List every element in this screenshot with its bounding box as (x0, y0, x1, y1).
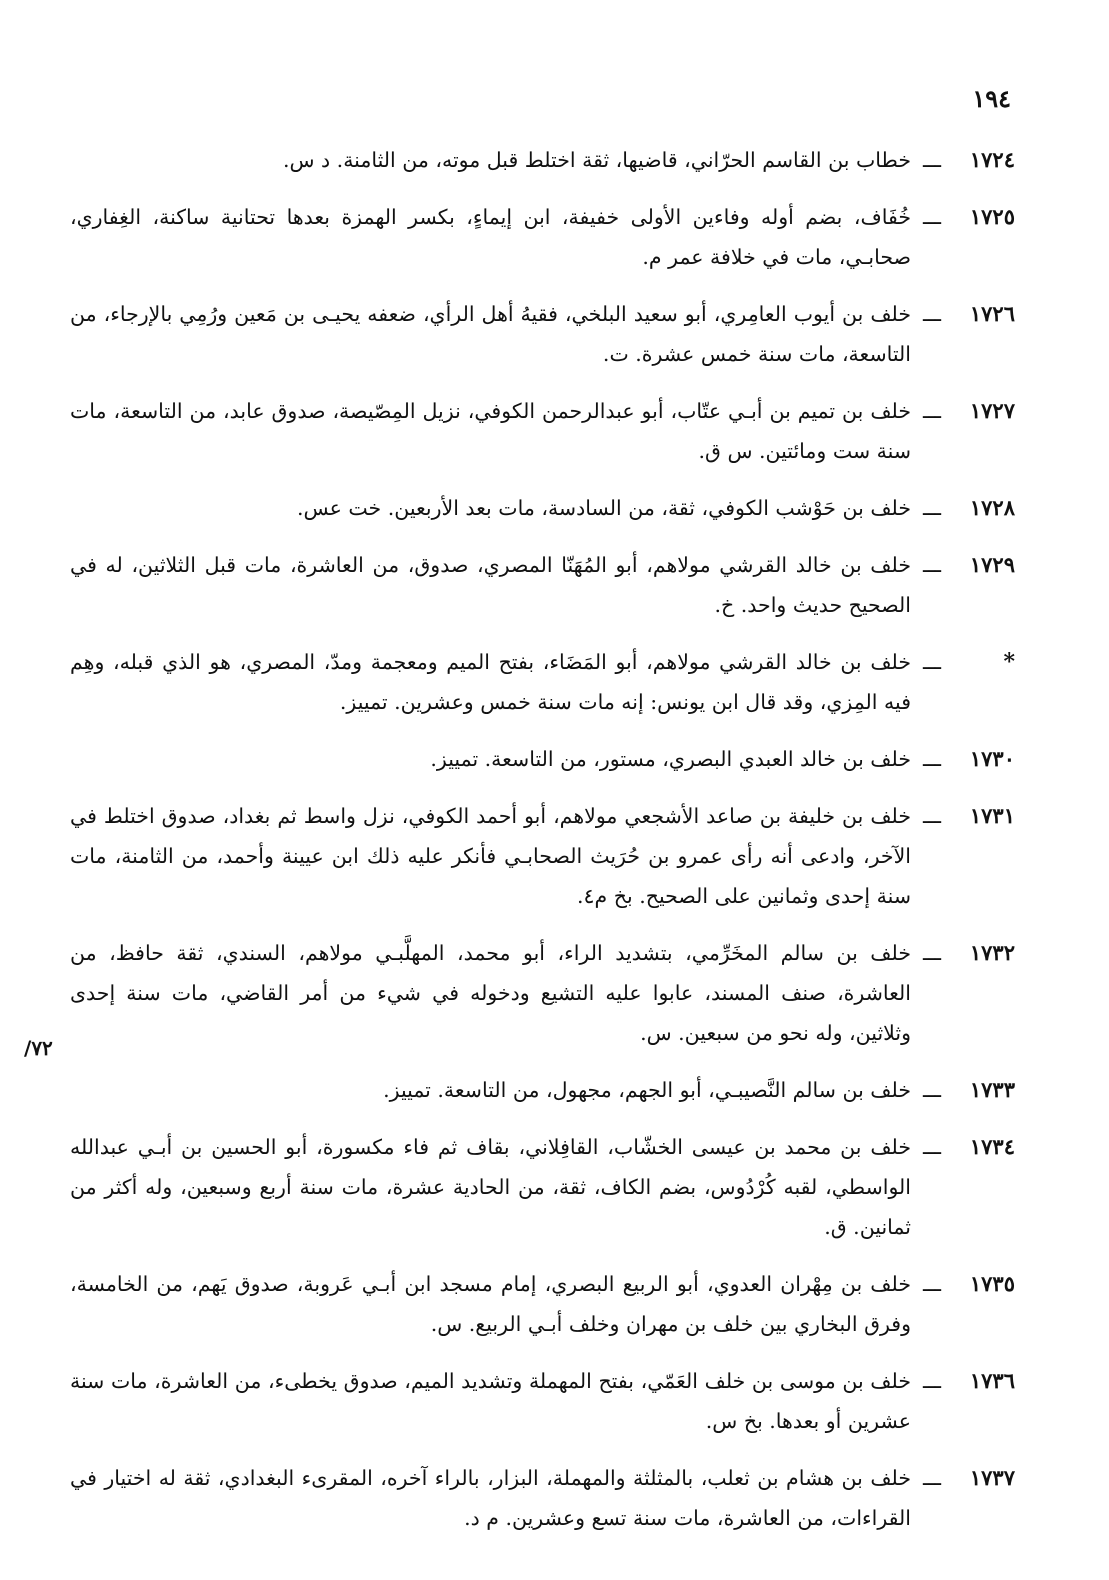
entry-dash: ـــ (922, 399, 941, 423)
entry-dash: ـــ (922, 1272, 941, 1296)
entry (70, 739, 1015, 779)
entry-text: خلف بن خالد العبدي البصري، مستور، من التاسعة. تمييز. (430, 747, 911, 771)
entry-dash: ـــ (922, 650, 941, 674)
entry-number: ١٧٣٤ (969, 1134, 1015, 1159)
entry-text: خلف بن خالد القرشي مولاهم، أبو المُهَنّا المصري، صدوق، من العاشرة، مات قبل الثلاثين، له في الصحيح حديث واحد. خ. (70, 553, 911, 617)
entry-text: خلف بن هشام بن ثعلب، بالمثلثة والمهملة، البزار، بالراء آخره، المقرىء البغدادي، ثقة له اختيار في القراءات، من العاشرة، مات سنة تسع وعشرين. م د. (70, 1466, 911, 1530)
entry-number: ١٧٣٦ (969, 1368, 1015, 1393)
entry-dash: ـــ (922, 1135, 941, 1159)
entry-text: خلف بن خالد القرشي مولاهم، أبو المَضَاء، بفتح الميم ومعجمة ومدّ، المصري، هو الذي قبله، وهِم فيه المِزي، وقد قال ابن يونس: إنه مات سنة خمس وعشرين. تمييز. (70, 650, 911, 714)
entry-number: ١٧٢٨ (969, 495, 1015, 520)
entry-number: ١٧٢٥ (969, 204, 1015, 229)
entry-number: ١٧٢٩ (969, 552, 1015, 577)
entry-text: خلف بن حَوْشب الكوفي، ثقة، من السادسة، مات بعد الأربعين. خت عس. (296, 496, 911, 520)
entry-dash: ـــ (922, 148, 941, 172)
entry-text: خطاب بن القاسم الحرّاني، قاضيها، ثقة اختلط قبل موته، من الثامنة. د س. (282, 148, 911, 172)
entry-number: ١٧٣٢ (969, 940, 1015, 965)
entry (70, 1361, 1015, 1441)
entry-number: ١٧٢٧ (969, 398, 1015, 423)
margin-note: ٧٢/ (24, 1036, 53, 1060)
entry (70, 391, 1015, 471)
entry (70, 1127, 1015, 1247)
entry-dash: ـــ (922, 1369, 941, 1393)
entry-number: ١٧٣٠ (969, 746, 1015, 771)
entry (70, 642, 1015, 722)
entry-number: ١٧٢٤ (969, 147, 1015, 172)
entry (70, 294, 1015, 374)
entry-dash: ـــ (922, 804, 941, 828)
entry-number: ١٧٣٥ (969, 1271, 1015, 1296)
entry-list (70, 140, 1015, 1555)
entry (70, 1458, 1015, 1538)
entry (70, 488, 1015, 528)
entry-star-marker: * (1003, 649, 1015, 675)
entry-number: ١٧٣١ (969, 803, 1015, 828)
entry-text: خلف بن سالم النَّصيبـي، أبو الجهم، مجهول، من التاسعة. تمييز. (383, 1078, 911, 1102)
entry-dash: ـــ (922, 747, 941, 771)
entry-number: ١٧٣٣ (969, 1077, 1015, 1102)
entry-text: خلف بن أيوب العامِري، أبو سعيد البلخي، فقيهُ أهل الرأي، ضعفه يحيـى بن مَعين ورُمِي بالإرجاء، من التاسعة، مات سنة خمس عشرة. ت. (70, 302, 911, 366)
entry-dash: ـــ (922, 1466, 941, 1490)
entry-text: خُفَاف، بضم أوله وفاءين الأولى خفيفة، ابن إيماءٍ، بكسر الهمزة بعدها تحتانية ساكنة، الغِفاري، صحابـي، مات في خلافة عمر م. (70, 205, 911, 269)
entry (70, 140, 1015, 180)
entry-dash: ـــ (922, 553, 941, 577)
entry-dash: ـــ (922, 941, 941, 965)
entry-text: خلف بن مِهْران العدوي، أبو الربيع البصري، إمام مسجد ابن أبـي عَروبة، صدوق يَهم، من الخامسة، وفرق البخاري بين خلف بن مهران وخلف أبـي الربيع. س. (70, 1272, 911, 1336)
entry-number: ١٧٣٧ (969, 1465, 1015, 1490)
entry-text: خلف بن تميم بن أبـي عتّاب، أبو عبدالرحمن الكوفي، نزيل المِصّيصة، صدوق عابد، من التاسعة، مات سنة ست ومائتين. س ق. (70, 399, 911, 463)
entry-dash: ـــ (922, 496, 941, 520)
entry (70, 1070, 1015, 1110)
entry (70, 933, 1015, 1053)
entry-text: خلف بن سالم المخَرِّمي، بتشديد الراء، أبو محمد، المهلَّبـي مولاهم، السندي، ثقة حافظ، من العاشرة، صنف المسند، عابوا عليه التشيع ودخوله في شيء من أمر القاضي، مات سنة إحدى وثلاثين، وله نحو من سبعين. س. (70, 941, 911, 1045)
entry (70, 796, 1015, 916)
entry-dash: ـــ (922, 205, 941, 229)
entry-dash: ـــ (922, 1078, 941, 1102)
entry (70, 197, 1015, 277)
entry-text: خلف بن خليفة بن صاعد الأشجعي مولاهم، أبو أحمد الكوفي، نزل واسط ثم بغداد، صدوق اختلط في الآخر، وادعى أنه رأى عمرو بن حُرَيث الصحابـي فأنكر عليه ذلك ابن عيينة وأحمد، من الثامنة، مات سنة إحدى وثمانين على الصحيح. بخ م٤. (70, 804, 911, 908)
entry-text: خلف بن محمد بن عيسى الخشّاب، القافِلاني، بقاف ثم فاء مكسورة، أبو الحسين بن أبـي عبدالله الواسطي، لقبه كُرْدُوس، بضم الكاف، ثقة، من الحادية عشرة، مات سنة أربع وسبعين، وله أكثر من ثمانين. ق. (70, 1135, 911, 1239)
entry-dash: ـــ (922, 302, 941, 326)
entry (70, 545, 1015, 625)
page-number: ١٩٤ (972, 84, 1011, 113)
entry-text: خلف بن موسى بن خلف العَمّي، بفتح المهملة وتشديد الميم، صدوق يخطىء، من العاشرة، مات سنة عشرين أو بعدها. بخ س. (70, 1369, 911, 1433)
entry (70, 1264, 1015, 1344)
entry-number: ١٧٢٦ (969, 301, 1015, 326)
